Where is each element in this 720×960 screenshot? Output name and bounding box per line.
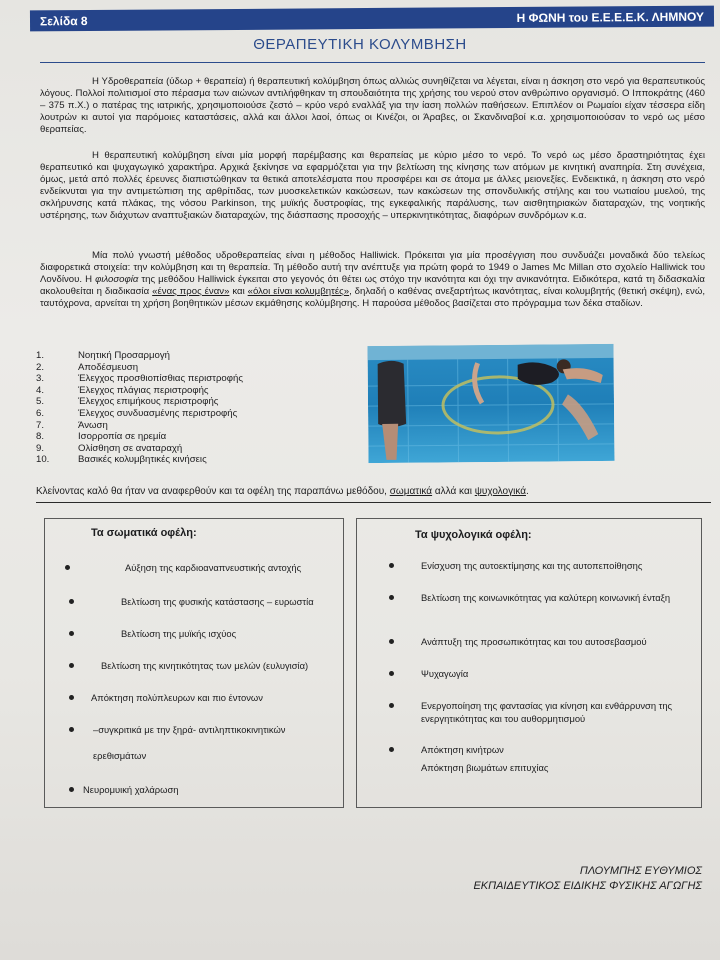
list-item: Απόκτηση κινήτρων xyxy=(421,744,504,755)
bullet-icon xyxy=(389,747,394,752)
list-item: –συγκριτικά με την ξηρά- αντιληπτικοκινητικών xyxy=(93,724,286,735)
list-item: Απόκτηση βιωμάτων επιτυχίας xyxy=(421,762,549,773)
title-divider xyxy=(40,62,705,63)
pool-illustration xyxy=(367,344,614,463)
list-item: 2. Αποδέσμευση xyxy=(36,361,139,373)
psychological-benefits-title: Τα ψυχολογικά οφέλη: xyxy=(415,529,532,541)
psychological-benefits-box xyxy=(356,518,702,808)
list-item: 1. Νοητική Προσαρμογή xyxy=(36,350,170,361)
list-item: Βελτίωση της φυσικής κατάστασης – ευρωστία xyxy=(121,596,314,607)
bullet-icon xyxy=(69,727,74,732)
list-item: 5. Έλεγχος επιμήκους περιστροφής xyxy=(36,396,219,408)
list-item: 3. Έλεγχος προσθιοπίσθιας περιστροφής xyxy=(36,373,243,385)
bullet-icon xyxy=(389,639,394,644)
list-item: 9. Ολίσθηση σε αναταραχή xyxy=(36,442,183,454)
article-title: ΘΕΡΑΠΕΥΤΙΚΗ ΚΟΛΥΜΒΗΣΗ xyxy=(253,36,467,53)
p3-part-d: , δηλαδή ο καθένας ανεξαρτήτως ικανότητας, είναι κολυμβητής (θετική σκέψη), ενώ, ταυτόχρονα, αρνείται τη χρήση βοηθητικών μέσων εκμάθησης κολύμβησης. Η παρούσα μέθοδος βασίζεται στο πρόγραμμα των δέκα σταδίων. xyxy=(40,286,705,309)
bullet-icon xyxy=(65,565,70,570)
page-header-bar xyxy=(30,6,714,32)
list-item: Αύξηση της καρδιοαναπνευστικής αντοχής xyxy=(125,562,302,573)
list-item: Βελτίωση της κοινωνικότητας για καλύτερη κοινωνική ένταξη xyxy=(421,592,671,603)
pool-therapy-photo xyxy=(367,344,614,463)
list-item: Βελτίωση της κινητικότητας των μελών (ευλυγισία) xyxy=(101,660,309,671)
bullet-icon xyxy=(389,703,394,708)
list-item: Ενίσχυση της αυτοεκτίμησης και της αυτοπεποίθησης xyxy=(421,560,643,571)
newsletter-name: Η ΦΩΝΗ του Ε.Ε.Ε.Ε.Κ. ΛΗΜΝΟΥ xyxy=(516,9,705,25)
bullet-icon xyxy=(69,695,74,700)
p3-part-c: και xyxy=(229,286,248,297)
author-role: ΕΚΠΑΙΔΕΥΤΙΚΟΣ ΕΙΔΙΚΗΣ ΦΥΣΙΚΗΣ ΑΓΩΓΗΣ xyxy=(473,880,702,892)
list-item: Ανάπτυξη της προσωπικότητας και του αυτοσεβασμού xyxy=(421,636,647,647)
list-item: Απόκτηση πολύπλευρων και πιο έντονων xyxy=(91,692,263,703)
bullet-icon xyxy=(69,787,74,792)
section-divider xyxy=(36,502,711,503)
list-item: 8. Ισορροπία σε ηρεμία xyxy=(36,431,167,443)
p3-underline-all-swimmers: «όλοι είναι κολυμβητές» xyxy=(247,286,350,297)
paragraph-history: Η Υδροθεραπεία (ύδωρ + θεραπεία) ή θεραπευτική κολύμβηση όπως αλλιώς συνηθίζεται να λέγεται, είναι η άσκηση στο νερό για θεραπευτικούς λόγους. Πολλοί πολιτισμοί στο πέρασμα των αιώνων αντιλήφθηκαν τη σπουδαιότητα της χρήσης του νερού στον ανθρώπινο οργανισμό. Ο Ιπποκράτης (460 – 375 π.Χ.) ο πατέρας της ιατρικής, χρησιμοποιούσε ζεστό – κρύο νερό εναλλάξ για την ίαση πολλών παθήσεων. Επιπλέον οι Ρωμαίοι είχαν τέσσερα είδη λουτρών κι αυτοί για παρόμοιες καταστάσεις, αλλά και άλλοι λαοί, όπως οι Κινέζοι, οι Άραβες, οι Σκανδιναβοί κ.α. χρησιμοποιούσαν το νερό ως μέσο θεραπείας. xyxy=(40,76,705,135)
bullet-icon xyxy=(389,671,394,676)
author-signature xyxy=(473,864,702,894)
p3-underline-one-to-one: «ένας προς έναν» xyxy=(152,286,230,297)
bullet-icon xyxy=(69,663,74,668)
bullet-icon xyxy=(69,631,74,636)
paragraph-definition: Η θεραπευτική κολύμβηση είναι μία μορφή παρέμβασης και θεραπείας με κύριο μέσο το νερό. Το νερό ως μέσο δραστηριότητας έχει θεραπευτικό και ψυχαγωγικό χαρακτήρα. Αρχικά ξεκίνησε να εφαρμόζεται για την βελτίωση της κίνησης των ατόμων με κινητική αναπηρία. Στη συνέχεια, όμως, μετά από πολλές έρευνες διαπιστώθηκαν τα θετικά αποτελέσματα που προσφέρει και σε άτομα με άλλες μειονεξίες. Ενδεικτικά, η άσκηση στο νερό ενδείκνυται για την αντιμετώπιση της αρθρίτιδας, των μυοσκελετικών κακώσεων, των κακώσεων της σπονδυλικής στήλης και του νωτιαίου μυελού, της σκλήρυνσης κατά πλάκας, της νόσου Parkinson, της μυϊκής δυστροφίας, της εγκεφαλικής παράλυσης, των αισθητηριακών διαταραχών, της νοητικής υστέρησης, των διάχυτων αναπτυξιακών διαταραχών, της διάσπασης προσοχής – υπερκινητικότητας, διαφόρων συνδρόμων κ.α. xyxy=(40,150,705,221)
ten-stage-program-list xyxy=(36,350,356,466)
list-item: ερεθισμάτων xyxy=(93,750,147,761)
closing-psych-underline: ψυχολογικά xyxy=(474,486,526,497)
page-number: Σελίδα 8 xyxy=(39,13,88,28)
p3-part-a: Μία πολύ γνωστή μέθοδος υδροθεραπείας είναι η μέθοδος Halliwick. Πρόκειται για μία προσέγγιση που συνδυάζει μοναδικά δύο τελείως διαφορετικά στοιχεία: την κολύμβηση και τη θεραπεία. Τη μέθοδο αυτή την ανέπτυξε για πρώτη φορά το 1949 ο James Mc Millan στο σχολείο Halliwick του Λονδίνου. Η xyxy=(40,250,705,285)
list-item: Ψυχαγωγία xyxy=(421,668,469,679)
physical-benefits-title: Τα σωματικά οφέλη: xyxy=(91,527,197,539)
paragraph-halliwick xyxy=(40,250,705,310)
list-item: 6. Έλεγχος συνδυασμένης περιστροφής xyxy=(36,407,238,419)
closing-physical-underline: σωματικά xyxy=(389,486,433,497)
bullet-icon xyxy=(69,599,74,604)
list-item: Βελτίωση της μυϊκής ισχύος xyxy=(121,628,237,639)
p3-part-b: της μεθόδου Halliwick έγκειται στο γεγονός ότι θέτει ως στόχο την ικανότητα και όχι την ανικανότητα. Ειδικότερα, κατά τη διδασκαλία ακολουθείται η διαδικασία xyxy=(40,274,705,297)
list-item: 4. Έλεγχος πλάγιας περιστροφής xyxy=(36,384,209,396)
bullet-icon xyxy=(389,595,394,600)
list-item: 10. Βασικές κολυμβητικές κινήσεις xyxy=(36,454,207,466)
list-item: 7. Άνωση xyxy=(36,419,108,431)
physical-benefits-box xyxy=(44,518,344,808)
p3-emphasis: φιλοσοφία xyxy=(95,274,139,285)
author-name: ΠΛΟΥΜΠΗΣ ΕΥΘΥΜΙΟΣ xyxy=(579,865,702,877)
bullet-icon xyxy=(389,563,394,568)
list-item: Νευρομυική χαλάρωση xyxy=(83,784,179,795)
closing-sentence: Κλείνοντας καλό θα ήταν να αναφερθούν και τα οφέλη της παραπάνω μεθόδου, σωματικά αλλά και ψυχολογικά. xyxy=(36,486,529,497)
list-item: Ενεργοποίηση της φαντασίας για κίνηση και ενθάρρυνση της ενεργητικότητας και του αυθορμητισμού xyxy=(421,700,673,724)
